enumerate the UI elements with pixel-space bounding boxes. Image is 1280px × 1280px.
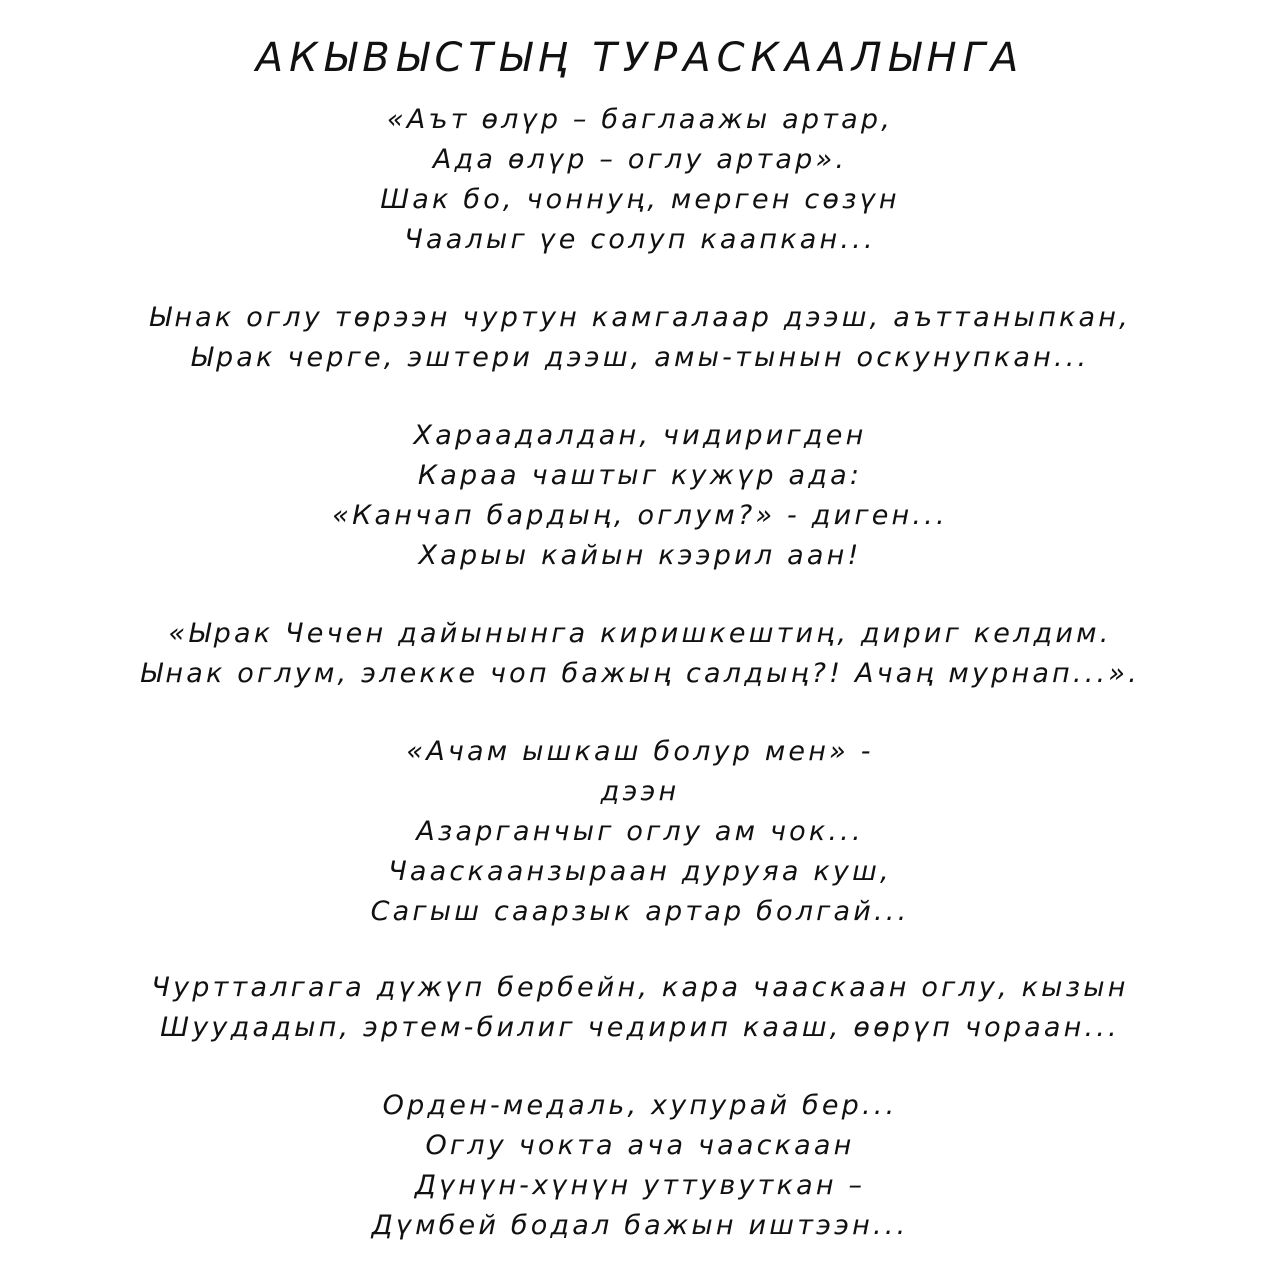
poem-line: Шак бо, чоннуң, мерген сөзүн [380, 184, 900, 215]
poem-line: Ада өлүр – оглу артар». [432, 144, 848, 175]
poem-line: Сагыш саарзык артар болгай... [370, 896, 910, 927]
poem-line: «Ачам ышкаш болур мен» - [406, 736, 874, 767]
poem-line: «Канчап бардың, оглум?» - диген... [332, 500, 948, 531]
poem-line: «Аът өлүр – баглаажы артар, [386, 104, 894, 135]
poem-line: Караа чаштыг кужүр ада: [417, 460, 863, 491]
stanza-7 [0, 1086, 1280, 1246]
poem-line: Чуртталгага дүжүп бербейн, кара чааскаан оглу, кызын [151, 972, 1129, 1003]
poem-line: «Ырак Чечен дайынынга киришкештиң, дириг келдим. [168, 618, 1112, 649]
poem-line: Чааскаанзыраан дуруяа куш, [388, 856, 892, 887]
stanza-1 [0, 100, 1280, 260]
poem-line: Хараадалдан, чидиригден [413, 420, 867, 451]
poem-line: Азарганчыг оглу ам чок... [416, 816, 864, 847]
poem-line: дээн [600, 776, 680, 807]
poem-line: Ырак черге, эштери дээш, амы-тынын оскунупкан... [190, 342, 1090, 373]
poem-line: Ынак оглу төрээн чуртун камгалаар дээш, аъттаныпкан, [149, 302, 1131, 333]
poem-line: Харыы кайын кээрил аан! [418, 540, 862, 571]
stanza-5 [0, 732, 1280, 932]
poem-line: Чаалыг үе солуп каапкан... [404, 224, 876, 255]
stanza-6 [0, 968, 1280, 1048]
stanza-2 [0, 298, 1280, 378]
poem-title: АКЫВЫСТЫҢ ТУРАСКААЛЫНГА [255, 35, 1025, 81]
poem-line: Дүнүн-хүнүн уттувуткан – [414, 1170, 866, 1201]
poem-line: Шуудадып, эртем-билиг чедирип кааш, өөрүп чораан... [160, 1012, 1120, 1043]
stanza-4 [0, 614, 1280, 694]
stanza-3 [0, 416, 1280, 576]
poem-line: Дүмбей бодал бажын иштээн... [371, 1210, 909, 1241]
poem-line: Орден-медаль, хупурай бер... [382, 1090, 898, 1121]
poem-line: Ынак оглум, элекке чоп бажың салдың?! Ачаң мурнап...». [140, 658, 1140, 689]
poem-line: Оглу чокта ача чааскаан [425, 1130, 855, 1161]
